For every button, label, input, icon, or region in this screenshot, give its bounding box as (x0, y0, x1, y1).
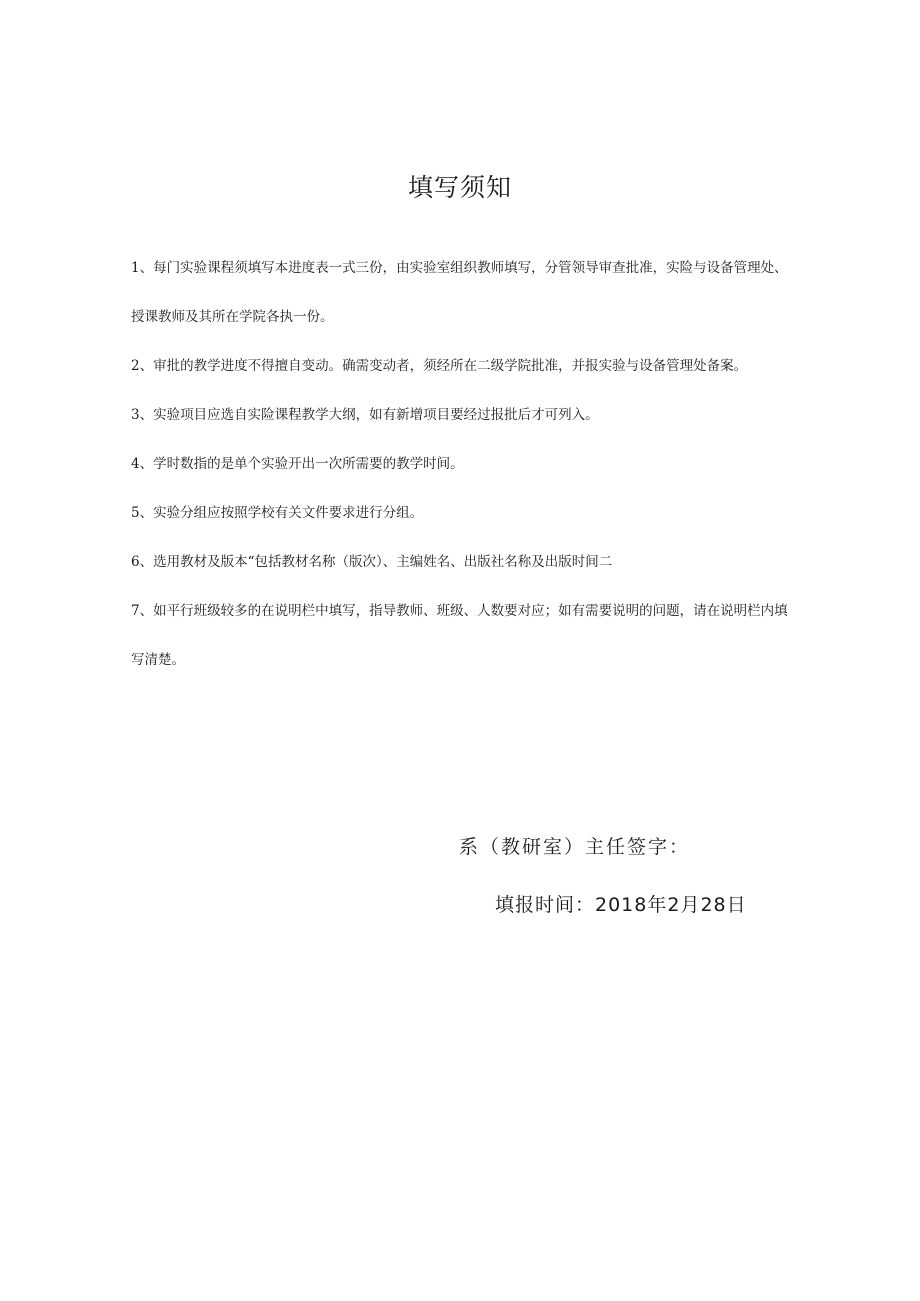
rule-item-2: 2、审批的教学进度不得擅自变动。确需变动者，须经所在二级学院批准，并报实验与设备管理处备案。 (131, 358, 748, 374)
rule-item-3: 3、实验项目应选自实险课程教学大纲，如有新增项目要经过报批后才可列入。 (131, 407, 599, 423)
rule-item-1: 1、每门实验课程须填写本进度表一式三份，由实验室组织教师填写，分管领导审查批准，实险与设备管理处、授课教师及其所在学院各执一份。 (131, 260, 788, 325)
page-title: 填写须知 (407, 173, 512, 202)
rule-item-6: 6、选用教材及版本“包括教材名称（版次）、主编姓名、出版社名称及出版时间二 (131, 554, 613, 570)
rule-item-7: 7、如平行班级较多的在说明栏中填写，指导教师、班级、人数要对应；如有需要说明的问题，请在说明栏内填写清楚。 (131, 603, 788, 668)
rules-list (131, 244, 791, 685)
rule-item-4: 4、学时数指的是单个实验开出一次所需要的教学时间。 (131, 456, 464, 472)
fill-date: 填报时间：2018年2月28日 (495, 894, 747, 916)
signature-label: 系（教研室）主任签字： (459, 836, 691, 858)
rule-item-5: 5、实验分组应按照学校有关文件要求进行分组。 (131, 505, 424, 521)
